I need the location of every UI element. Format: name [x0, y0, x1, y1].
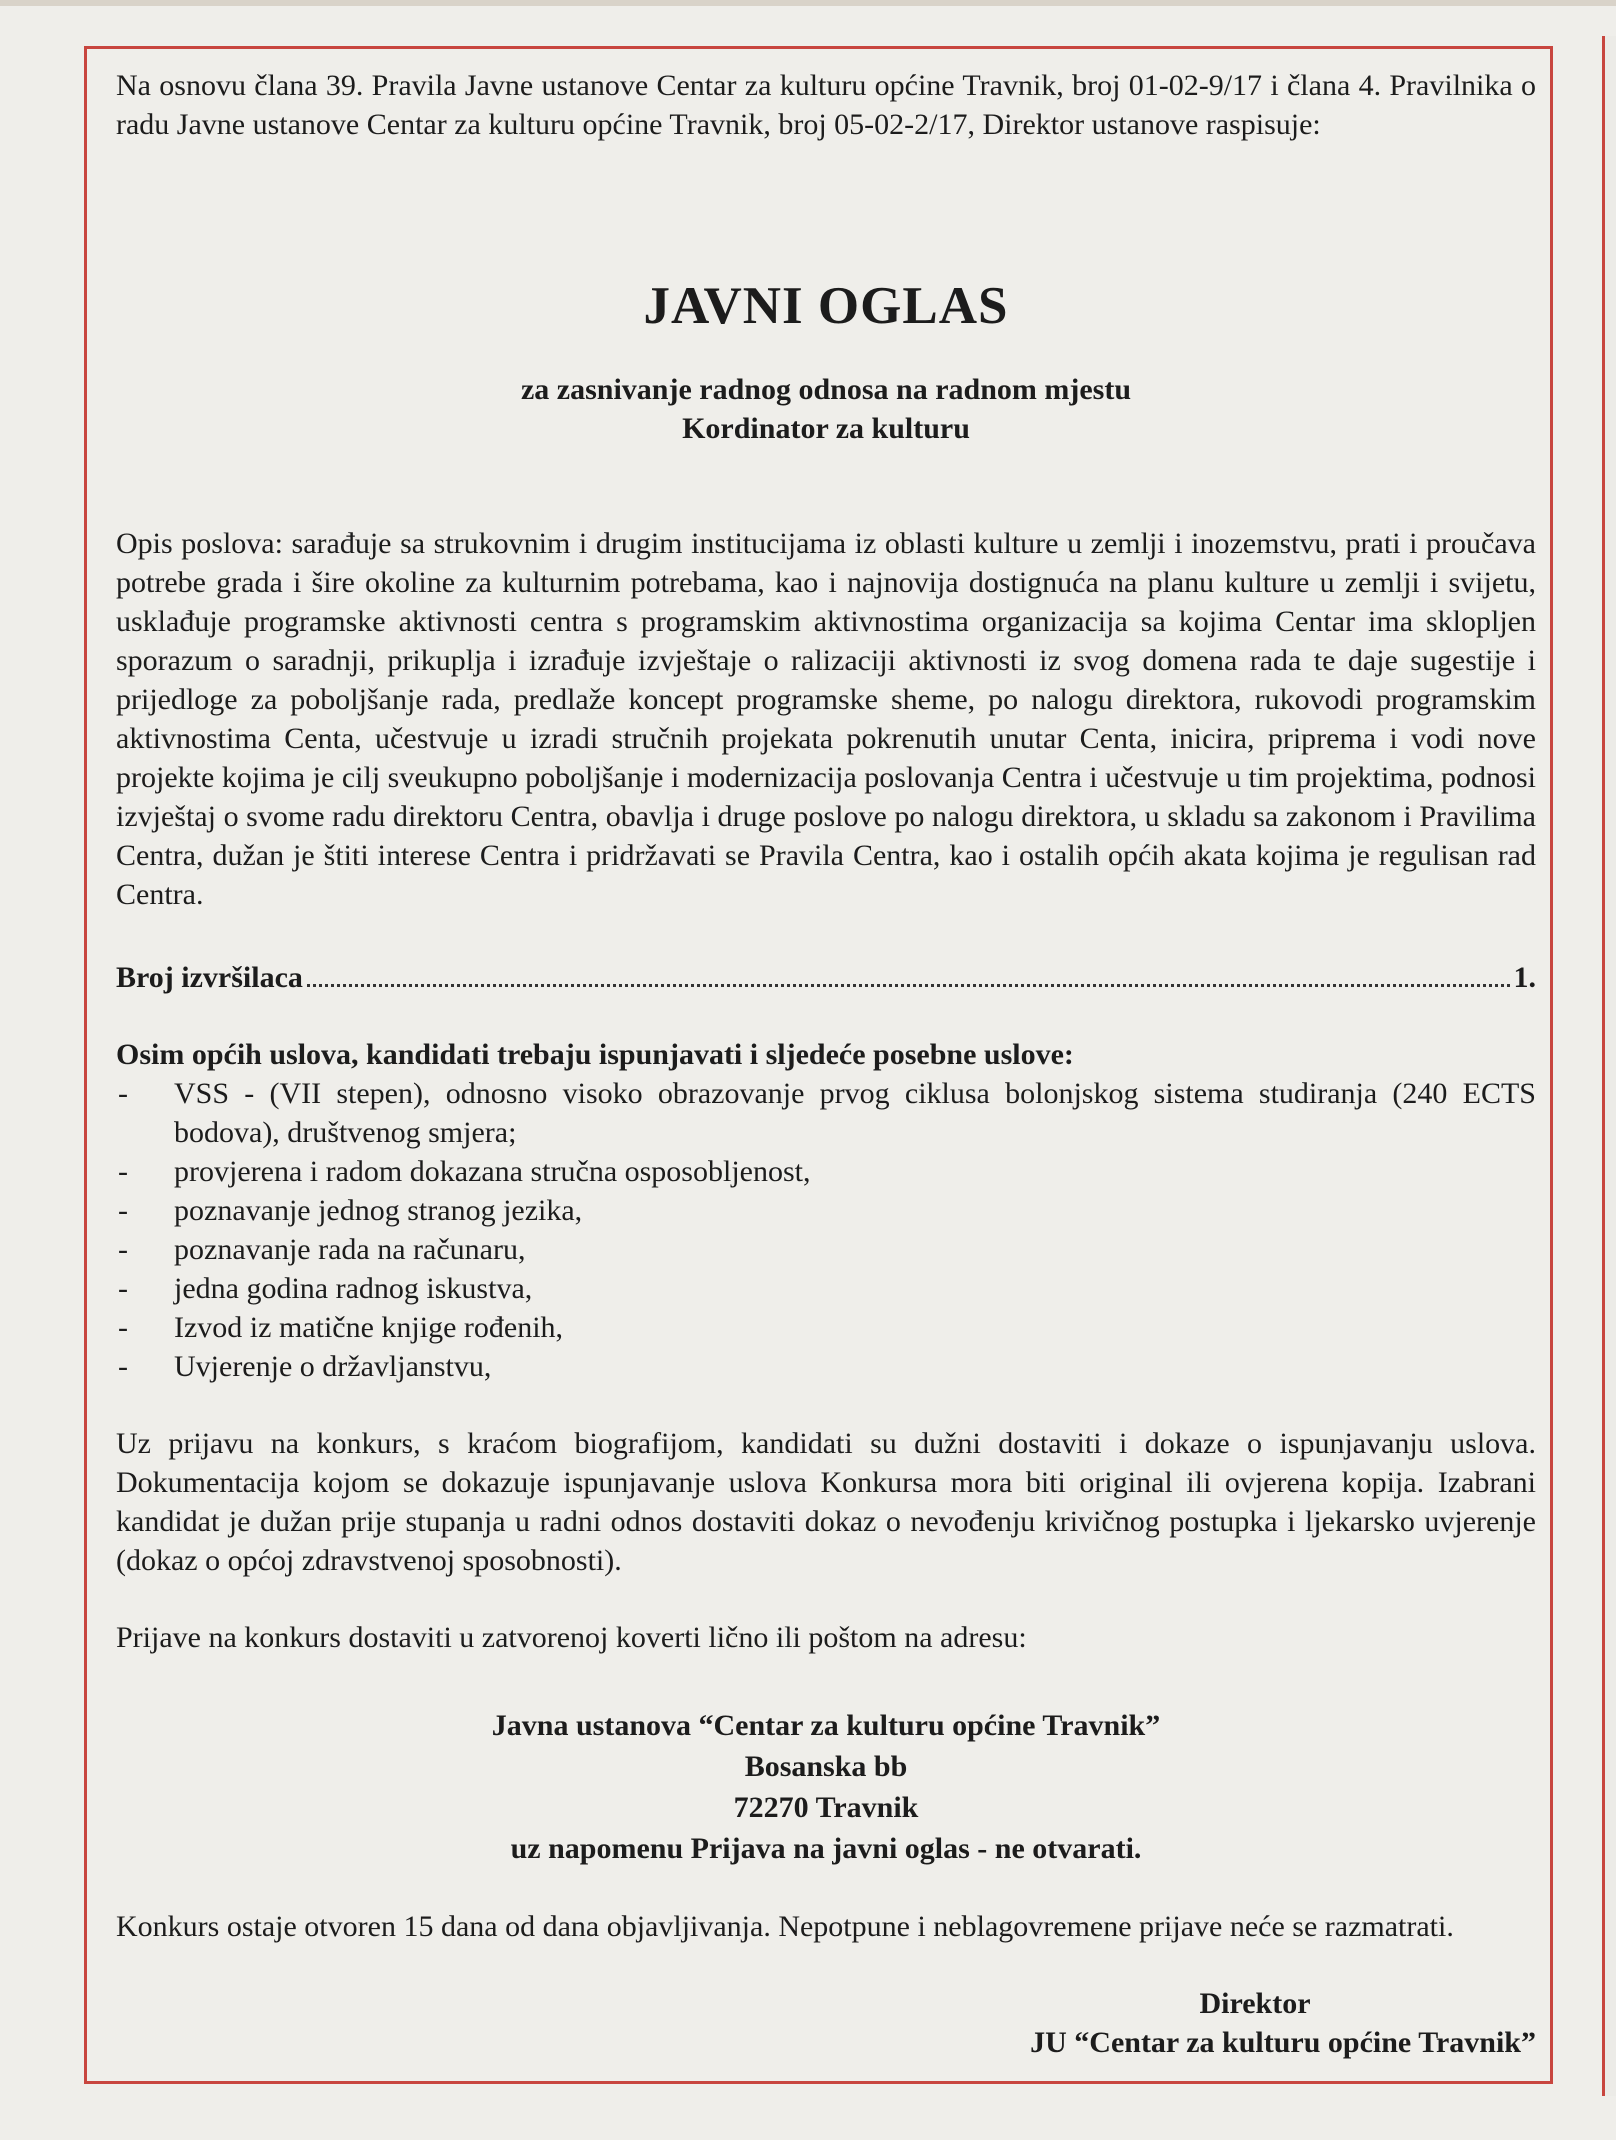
executors-value: 1.	[1513, 961, 1536, 994]
requirement-text: Izvod iz matične knjige rođenih,	[174, 1311, 564, 1344]
list-marker: -	[118, 1233, 128, 1266]
list-item	[116, 1152, 1536, 1191]
list-item	[116, 1191, 1536, 1230]
signatory-organization: JU “Centar za kulturu općine Travnik”	[1030, 2026, 1536, 2059]
list-item	[116, 1230, 1536, 1269]
requirement-text: VSS - (VII stepen), odnosno visoko obrazovanje prvog ciklusa bolonjskog sistema studiranja (240 ECTS bodova), društvenog smjera;	[174, 1077, 1536, 1149]
list-marker: -	[118, 1272, 128, 1305]
job-description-paragraph: Opis poslova: sarađuje sa strukovnim i drugim institucijama iz oblasti kulture u zemlji i inozemstvu, prati i proučava potrebe grada i šire okoline za kulturnim potrebama, kao i najnovija dostignuća na planu kulture u zemlji i svijetu, usklađuje programske aktivnosti centra s programskim aktivnostima organizacija sa kojima Centar ima sklopljen sporazum o saradnji, prikuplja i izrađuje izvještaje o ralizaciji aktivnosti iz svog domena rada te daje sugestije i prijedloge za poboljšanje rada, predlaže koncept programske sheme, po nalogu direktora, rukovodi programskim aktivnostima Centa, učestvuje u izradi stručnih projekata pokrenutih unutar Centa, inicira, priprema i vodi nove projekte kojima je cilj sveukupno poboljšanje i modernizacija poslovanja Centra i učestvuje u tim projektima, podnosi izvještaj o svome radu direktoru Centra, obavlja i druge poslove po nalogu direktora, u skladu sa zakonom i Pravilima Centra, dužan je štiti interese Centra i pridržavati se Pravila Centra, kao i ostalih općih akata kojima je regulisan rad Centra.	[116, 527, 1536, 911]
list-item	[116, 1074, 1536, 1152]
adjacent-column-edge	[1602, 36, 1616, 2096]
executors-label: Broj izvršilaca	[116, 961, 303, 994]
list-item	[116, 1308, 1536, 1347]
announcement-title: JAVNI OGLAS	[643, 277, 1009, 335]
list-marker: -	[118, 1077, 128, 1110]
requirements-heading: Osim općih uslova, kandidati trebaju ispunjavati i sljedeće posebne uslove:	[116, 1038, 1074, 1071]
list-marker: -	[118, 1350, 128, 1383]
list-marker: -	[118, 1311, 128, 1344]
list-item	[116, 1269, 1536, 1308]
requirement-text: poznavanje jednog stranog jezika,	[174, 1194, 583, 1227]
announcement-content	[116, 66, 1536, 1946]
requirement-text: jedna godina radnog iskustva,	[174, 1272, 533, 1305]
executors-row	[116, 958, 1536, 997]
requirement-text: provjerena i radom dokazana stručna osposobljenost,	[174, 1155, 811, 1188]
documents-paragraph: Uz prijavu na konkurs, s kraćom biografijom, kandidati su dužni dostaviti i dokaze o ispunjavanju uslova. Dokumentacija kojom se dokazuje ispunjavanje uslova Konkursa mora biti original ili ovjerena kopija. Izabrani kandidat je dužan prije stupanja u radni odnos dostaviti dokaz o nevođenju krivičnog postupka i ljekarsko uvjerenje (dokaz o općoj zdravstvenoj sposobnosti).	[116, 1427, 1536, 1577]
list-marker: -	[118, 1194, 128, 1227]
requirement-text: Uvjerenje o državljanstvu,	[174, 1350, 492, 1383]
position-name: Kordinator za kulturu	[682, 412, 970, 445]
address-line-note: uz napomenu Prijava na javni oglas - ne otvarati.	[510, 1832, 1142, 1865]
address-line-street: Bosanska bb	[744, 1750, 908, 1783]
address-line-institution: Javna ustanova “Centar za kulturu općine Travnik”	[491, 1709, 1161, 1742]
address-line-city: 72270 Travnik	[733, 1791, 919, 1824]
mailing-address	[116, 1705, 1536, 1869]
dot-leader	[307, 983, 1510, 987]
signatory-role: Direktor	[1199, 1987, 1311, 2020]
subtitle-line-1: za zasnivanje radnog odnosa na radnom mjestu	[520, 373, 1132, 406]
adjacent-ad-edge	[0, 0, 1616, 6]
legal-basis-paragraph: Na osnovu člana 39. Pravila Javne ustanove Centar za kulturu općine Travnik, broj 01-02-9/17 i člana 4. Pravilnika o radu Javne ustanove Centar za kulturu općine Travnik, broj 05-02-2/17, Direktor ustanove raspisuje:	[116, 69, 1536, 141]
requirement-text: poznavanje rada na računaru,	[174, 1233, 526, 1266]
list-marker: -	[118, 1155, 128, 1188]
deadline-paragraph: Konkurs ostaje otvoren 15 dana od dana objavljivanja. Nepotpune i neblagovremene prijave neće se razmatrati.	[116, 1910, 1454, 1943]
requirements-list	[116, 1074, 1536, 1386]
list-item	[116, 1347, 1536, 1386]
submission-paragraph: Prijave na konkurs dostaviti u zatvorenoj koverti lično ili poštom na adresu:	[116, 1621, 1027, 1654]
position-subtitle	[116, 370, 1536, 448]
